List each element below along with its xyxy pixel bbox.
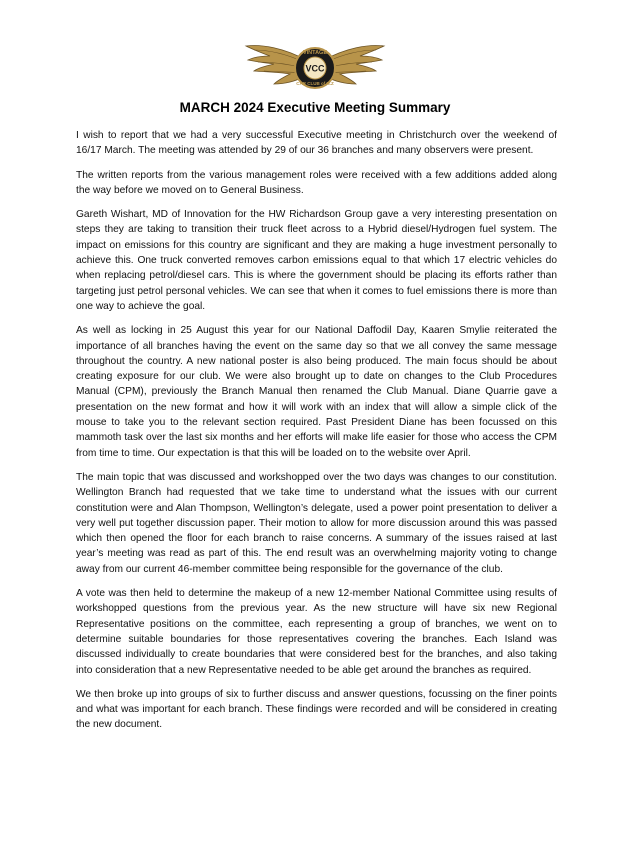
logo-text-bottom: CAR CLUB of N.Z: [296, 81, 334, 86]
paragraph: A vote was then held to determine the makeup of a new 12-member National Committee using results of workshopped questions from the previous year. As the new structure will have six new Regional Representative positions on the committee, each representing a group of branches, we went on to determine suitable boundaries for those representatives covering the branches. Each Island was discussed individually to create boundaries that were considered best for the branches, and also taking into consideration that a new Representative needed to be able get around the branches as required.: [76, 588, 557, 676]
paragraph: The written reports from the various management roles were received with a few additions added along the way before we moved on to General Business.: [76, 169, 557, 196]
paragraph: I wish to report that we had a very successful Executive meeting in Christchurch over the weekend of 16/17 March. The meeting was attended by 29 of our 36 branches and many observers were present.: [76, 130, 557, 157]
paragraph: We then broke up into groups of six to further discuss and answer questions, focussing on the finer points and what was important for each branch. These findings were recorded and will be considered in creating the new document.: [76, 688, 557, 731]
logo-text-center: VCC: [305, 63, 325, 74]
paragraph: Gareth Wishart, MD of Innovation for the HW Richardson Group gave a very interesting presentation on steps they are taking to transition their truck fleet across to a Hybrid diesel/Hydrogen fuel system. The impact on emissions for this country are significant and they are making a huge investment personally to achieve this. One truck converted removes carbon emissions equal to that which 17 electric vehicles do when replacing petrol/diesel cars. This is where the government should be placing its efforts rather than targeting just petrol personal vehicles. We can see that when it comes to fuel emissions there is more than one way to achieve the goal.: [76, 209, 557, 312]
paragraph: As well as locking in 25 August this year for our National Daffodil Day, Kaaren Smylie reiterated the importance of all branches having the event on the same day so that we all convey the same message throughout the country. A new national poster is also being produced. The main focus should be about creating exposure for our club. We were also brought up to date on changes to the Club Procedures Manual (CPM), previously the Branch Manual then renamed the Club Manual. Diane Quarrie gave a presentation on the new format and how it will work with an index that will allow a simple click of the mouse to take you to the relevant section required. Past President Diane has been focussed on this mammoth task over the last six months and her efforts will make life easier for those who access the CPM from time to time. Our expectation is that this will be loaded on to the website over April.: [76, 325, 557, 459]
page-title: MARCH 2024 Executive Meeting Summary: [179, 100, 451, 115]
logo-text-top: VINTAGE: [302, 50, 328, 56]
document-body: [76, 128, 557, 742]
vintage-car-club-wings-logo-icon: [244, 40, 386, 100]
paragraph: The main topic that was discussed and workshopped over the two days was changes to our constitution. Wellington Branch had requested that we take time to understand what the issues with our current constitution were and Alan Thompson, Wellington’s delegate, used a power point presentation to deliver a very well put together discussion paper. Their motion to allow for more discussion around this was passed which then opened the floor for each branch to raise concerns. A summary of the issues raised at last year’s meeting was read as part of this. The end result was an overwhelming majority voting to change away from our current 46-member committee being responsible for the governance of the club.: [76, 471, 557, 575]
